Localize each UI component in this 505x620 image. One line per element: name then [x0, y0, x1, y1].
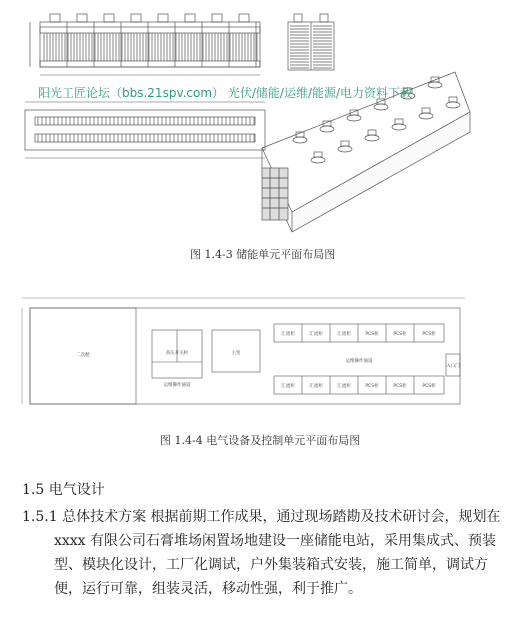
room-label-channel-right: 运维操作通道 — [345, 359, 373, 364]
room-label-transformer: 主变 — [231, 351, 241, 356]
cabinet-bottom-2: 汇流柜 — [309, 384, 323, 389]
cabinet-top-3: 汇流柜 — [337, 332, 351, 337]
electrical-layout-svg — [0, 290, 505, 420]
room-label-secondary: 二次舱 — [76, 353, 90, 358]
cabinet-bottom-5: PCS柜 — [393, 384, 407, 389]
paragraph-line-2: xxxx 有限公司石膏堆场闲置场地建设一座储能电站，采用集成式、预装 — [54, 533, 497, 549]
cabinet-top-1: 汇流柜 — [281, 332, 295, 337]
cabinet-bottom-4: PCS柜 — [365, 384, 379, 389]
plan-view — [25, 102, 265, 158]
cabinet-bottom-6: PCS柜 — [422, 384, 436, 389]
section-paragraph — [22, 505, 501, 601]
electrical-layout-drawing — [0, 290, 505, 420]
storage-unit-drawing-svg — [0, 0, 505, 235]
cabinet-bottom-1: 汇流柜 — [281, 384, 295, 389]
cabinet-top-5: PCS柜 — [393, 332, 407, 337]
section-heading: 1.5 电气设计 — [22, 482, 105, 498]
paragraph-line-1: 1.5.1 总体技术方案 根据前期工作成果，通过现场踏勘及技术研讨会，规划在 — [22, 509, 501, 525]
watermark-text: 阳光工匠论坛（bbs.21spv.com） 光伏/储能/运维/能源/电力资料下载 — [38, 86, 413, 100]
figure-1-caption: 图 1.4-3 储能单元平面布局图 — [190, 248, 336, 261]
cabinet-top-6: PCS柜 — [422, 332, 436, 337]
cabinet-top-2: 汇流柜 — [309, 332, 323, 337]
room-label-switchgear: 高压开关柜 — [165, 351, 189, 356]
room-label-channel-center: 运维操作通道 — [163, 383, 191, 388]
side-elevation-view — [288, 14, 334, 70]
front-elevation-view — [30, 14, 260, 75]
figure-2-caption: 图 1.4-4 电气设备及控制单元平面布局图 — [160, 434, 361, 447]
paragraph-line-4: 便，运行可靠，组装灵活，移动性强，利于推广。 — [54, 581, 362, 597]
paragraph-line-3: 型、模块化设计，工厂化调试，户外集装箱式安装，施工简单，调试方 — [54, 557, 488, 573]
storage-unit-drawing — [0, 0, 505, 235]
cabinet-bottom-3: 汇流柜 — [337, 384, 351, 389]
room-label-entrance: 入口门 — [446, 364, 460, 369]
cabinet-top-4: PCS柜 — [365, 332, 379, 337]
